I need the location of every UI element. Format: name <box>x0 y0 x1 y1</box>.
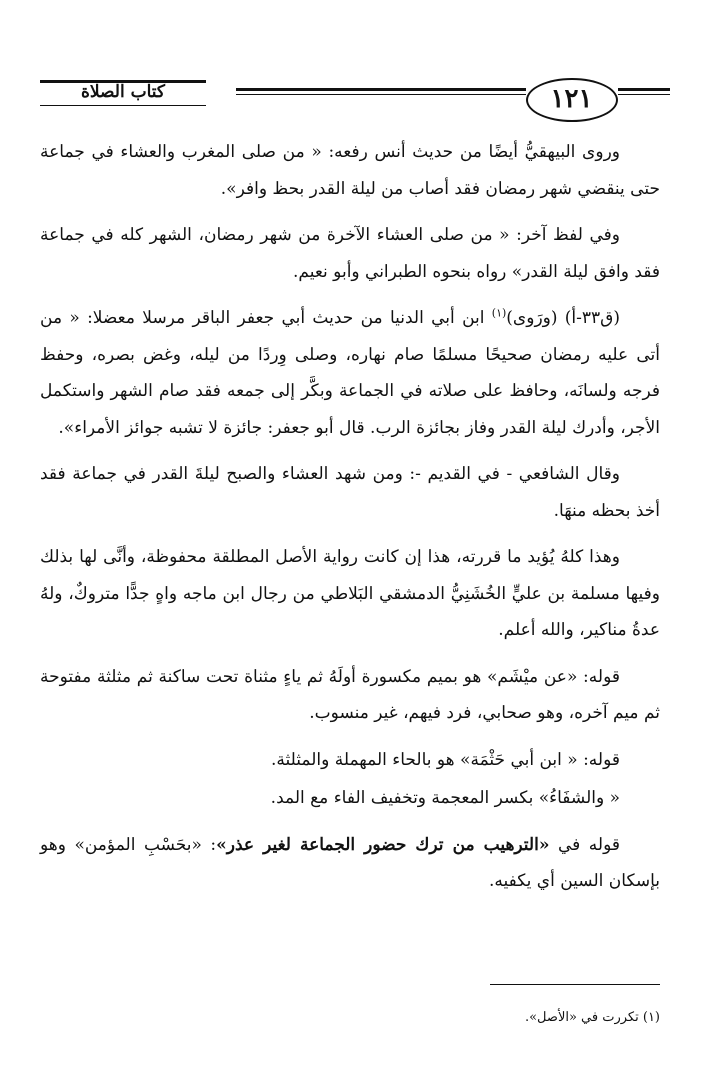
paragraph-9-lead: قوله في <box>549 834 620 855</box>
paragraph-3 <box>40 300 660 446</box>
footnote-divider <box>490 984 660 985</box>
paragraph-6: قوله: «عن ميْشَم» هو بميم مكسورة أولَهُ ثم ياءٍ مثناة تحت ساكنة ثم مثلثة مفتوحة ثم ميم آخره، وهو صحابي، فرد فيهم، غير منسوب. <box>40 666 660 723</box>
page-number-oval <box>526 78 618 122</box>
paragraph-7: قوله: « ابن أبي حَثْمَة» هو بالحاء المهملة والمثلثة. <box>270 749 620 770</box>
paragraph-4: وقال الشافعي - في القديم -: ومن شهد العشاء والصبح ليلةَ القدر في جماعة فقد أخذ بحظه منهَا. <box>40 464 660 521</box>
paragraph-9 <box>40 827 660 900</box>
body-text <box>40 134 660 910</box>
header-rule-right-bottom <box>618 94 670 95</box>
paragraph-5: وهذا كلهُ يُؤيد ما قررته، هذا إن كانت رواية الأصل المطلقة محفوظة، وأنَّى لها بذلك وفيها مسلمة بن عليٍّ الخُشَنِيُّ الدمشقي البَلاطي من رجال ابن ماجه واهٍ جدًّا متروكٌ، ولهُ عدةُ مناكير، والله أعلم. <box>40 547 660 640</box>
header-rule-left-top <box>40 80 206 83</box>
chapter-heading-reference: «الترهيب من ترك حضور الجماعة لغير عذر» <box>216 834 550 855</box>
paragraph-3-text: ابن أبي الدنيا من حديث أبي جعفر الباقر مرسلا معضلا: « من أتى عليه رمضان صحيحًا مسلمًا صام نهاره، وصلى وِردًا من ليله، وغض بصره، وحفظ فرجه ولسانَه، وحافظ على صلاته في الجماعة وبكَّر إلى جمعه فقد صام الشهر واستكمل الأجر، وأدرك ليلة القدر وفاز بجائزة الرب. قال أبو جعفر: جائزة لا تشبه جوائز الأمراء». <box>40 308 660 438</box>
page-number: ١٢١ <box>550 84 593 114</box>
paragraph-2: وفي لفظ آخر: « من صلى العشاء الآخرة من شهر رمضان، الشهر كله في جماعة فقد وافق ليلة القدر» رواه بنحوه الطبراني وأبو نعيم. <box>40 225 660 282</box>
book-title: كتاب الصلاة <box>80 82 166 102</box>
header-rule-right-top <box>618 88 670 91</box>
header-rule-left-bottom <box>40 105 206 106</box>
paragraph-1: وروى البيهقيُّ أيضًا من حديث أنس رفعه: « من صلى المغرب والعشاء في جماعة حتى ينقضي شهر رمضان فقد أصاب من ليلة القدر بحظ وافر». <box>40 142 660 199</box>
paragraph-9-text: : «بحَسْبِ المؤمن» وهو بإسكان السين أي يكفيه. <box>40 834 660 891</box>
header-rule-middle-top <box>236 88 526 91</box>
header-rule-middle-bottom <box>236 94 526 95</box>
footnote-reference: (١) <box>491 306 507 320</box>
running-header <box>40 68 670 128</box>
paragraph-3-lead: (ق٣٣-أ) (ورَوى) <box>506 308 620 328</box>
paragraph-8: « والشفَاءُ» بكسر المعجمة وتخفيف الفاء مع المد. <box>270 788 620 808</box>
footnote: (١) تكررت في «الأصل». <box>524 1010 660 1025</box>
